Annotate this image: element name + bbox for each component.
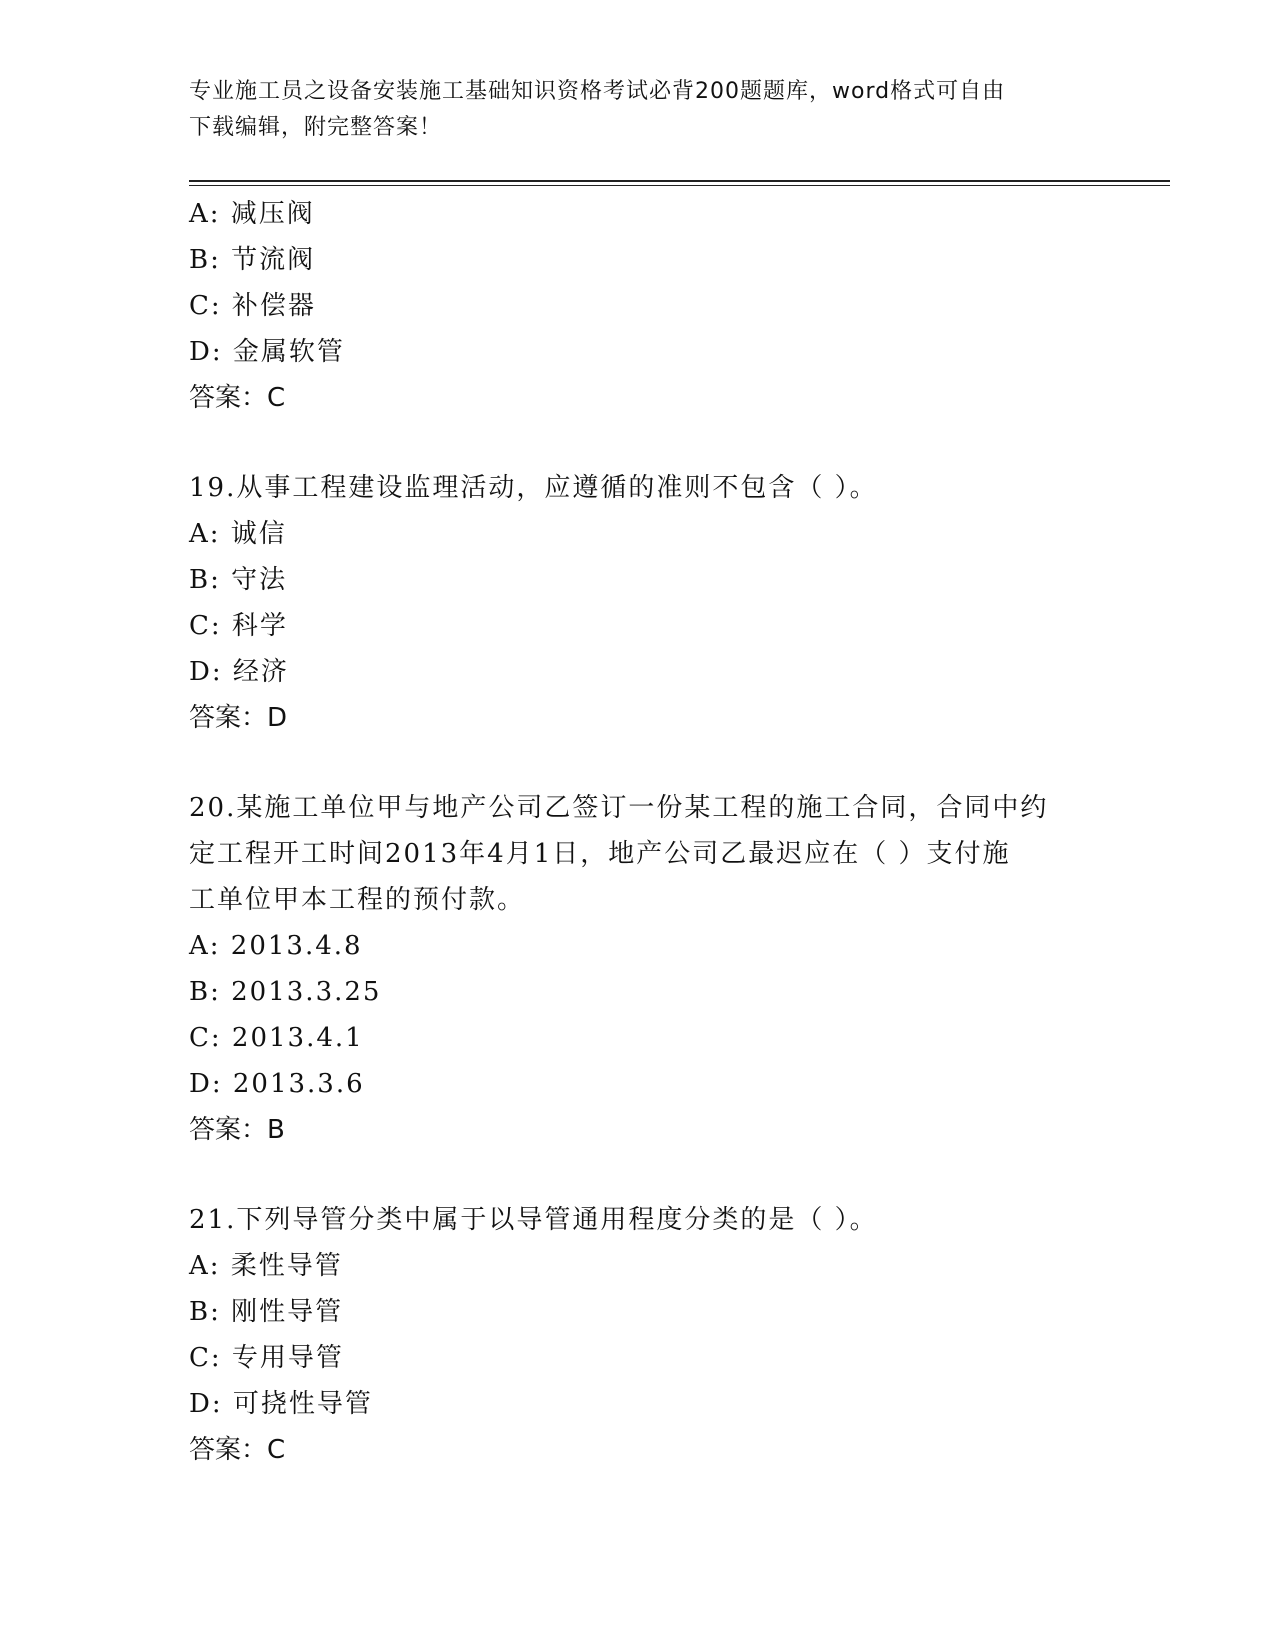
question-text-line-1: 20.某施工单位甲与地产公司乙签订一份某工程的施工合同，合同中约 xyxy=(189,793,1049,823)
spacer xyxy=(189,741,1089,785)
header-rule-thick xyxy=(189,180,1170,182)
answer: 答案：B xyxy=(189,1115,285,1145)
option-a: A: 诚信 xyxy=(189,519,287,549)
option-d: D: 可挠性导管 xyxy=(189,1389,373,1419)
option-d: D: 2013.3.6 xyxy=(189,1069,365,1099)
question-list xyxy=(189,191,1089,1473)
header-line-2: 下载编辑，附完整答案！ xyxy=(189,115,443,140)
option-c: C: 2013.4.1 xyxy=(189,1023,364,1053)
option-b: B: 守法 xyxy=(189,565,288,595)
question-text: 19.从事工程建设监理活动，应遵循的准则不包含（ ）。 xyxy=(189,473,878,503)
question-text: 21.下列导管分类中属于以导管通用程度分类的是（ ）。 xyxy=(189,1205,878,1235)
question-21 xyxy=(189,1197,1089,1473)
document-header xyxy=(189,74,1089,146)
header-line-1: 专业施工员之设备安装施工基础知识资格考试必背200题题库，word格式可自由 xyxy=(189,79,1006,104)
option-a: A: 2013.4.8 xyxy=(189,931,363,961)
question-text-line-2: 定工程开工时间2013年4月1日，地产公司乙最迟应在（ ）支付施 xyxy=(189,839,1011,869)
option-b: B: 2013.3.25 xyxy=(189,977,382,1007)
option-b: B: 刚性导管 xyxy=(189,1297,344,1327)
option-d: D: 金属软管 xyxy=(189,337,345,367)
option-a: A: 柔性导管 xyxy=(189,1251,343,1281)
option-c: C: 科学 xyxy=(189,611,288,641)
question-20 xyxy=(189,785,1089,1153)
answer: 答案：C xyxy=(189,383,286,413)
header-rule-thin xyxy=(189,185,1170,186)
option-b: B: 节流阀 xyxy=(189,245,316,275)
answer: 答案：C xyxy=(189,1435,286,1465)
question-18 xyxy=(189,191,1089,421)
question-19 xyxy=(189,465,1089,741)
answer: 答案：D xyxy=(189,703,288,733)
spacer xyxy=(189,421,1089,465)
option-c: C: 补偿器 xyxy=(189,291,316,321)
option-c: C: 专用导管 xyxy=(189,1343,344,1373)
option-d: D: 经济 xyxy=(189,657,289,687)
option-a: A: 减压阀 xyxy=(189,199,315,229)
spacer xyxy=(189,1153,1089,1197)
question-text-line-3: 工单位甲本工程的预付款。 xyxy=(189,885,526,915)
